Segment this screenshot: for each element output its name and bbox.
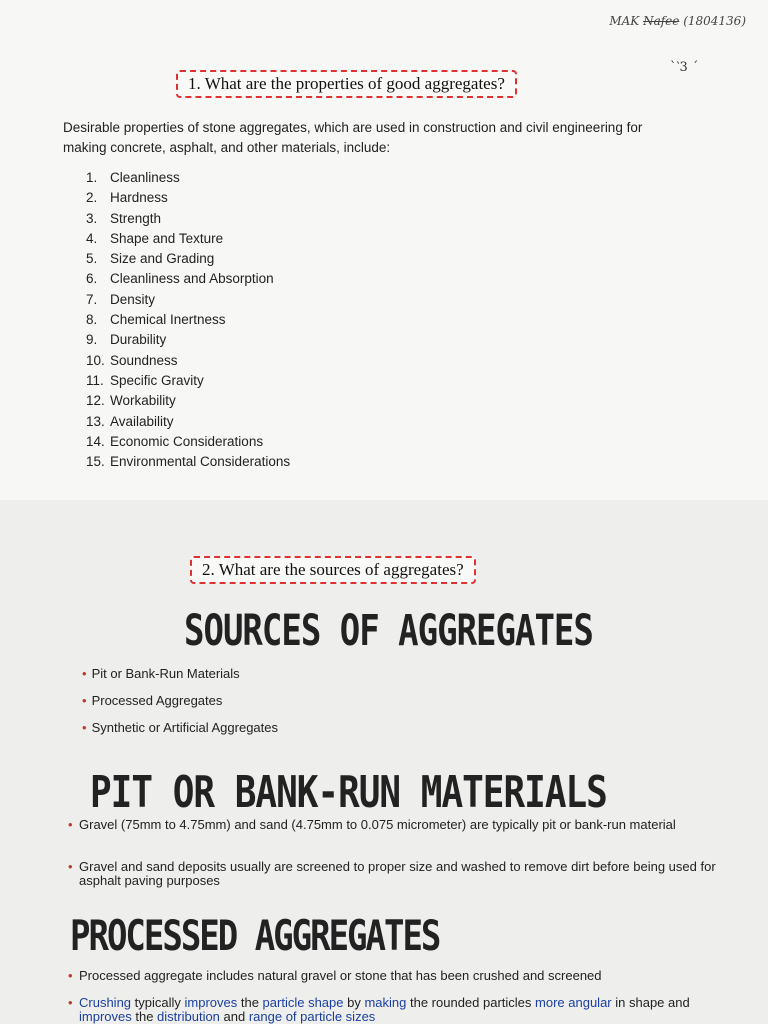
processed-point-crushing: • Crushing typically improves the particle shape by making the rounded particles more angular in shape and improves the distribution and range of particle sizes [68,995,690,1024]
author-signature [609,14,746,28]
pit-heading: PIT OR BANK-RUN MATERIALS [90,768,607,819]
list-item: 6. Cleanliness and Absorption [86,271,274,287]
list-item: 8. Chemical Inertness [86,312,226,328]
bullet-icon: • [68,817,73,832]
properties-intro: Desirable properties of stone aggregates, which are used in construction and civil engineering for making concrete, asphalt, and other materials, include: [63,120,643,155]
bullet-icon: • [68,859,73,874]
bullet-icon: • [68,995,73,1010]
list-item: 10. Soundness [86,352,178,368]
author-prefix: MAK [609,14,644,28]
list-item: 9. Durability [86,332,167,348]
bullet-icon: • [68,968,73,983]
list-item: • Synthetic or Artificial Aggregates [82,720,278,735]
list-item: • Pit or Bank-Run Materials [82,666,240,681]
list-item: 3. Strength [86,210,162,226]
author-struck-name: Nafee [643,14,680,28]
question-2-title: 2. What are the sources of aggregates? [190,556,476,584]
sources-list [82,664,278,745]
sources-heading: SOURCES OF AGGREGATES [184,606,593,656]
question-1-title: 1. What are the properties of good aggregates? [176,70,517,98]
list-item: 12. Workability [86,393,176,409]
list-item: 7. Density [86,291,156,307]
list-item: 5. Size and Grading [86,251,215,267]
list-item: 14. Economic Considerations [86,433,264,449]
list-item: 13. Availability [86,413,174,429]
bullet-icon: • [82,666,87,681]
list-item: 1. Cleanliness [86,170,180,185]
processed-point-definition: • Processed aggregate includes natural gravel or stone that has been crushed and screened [68,968,602,983]
list-item: 15. Environmental Considerations [86,454,291,470]
pit-point-deposits: • Gravel and sand deposits usually are screened to proper size and washed to remove dirt before being used for asphalt paving purposes [68,859,716,888]
list-item: 11. Specific Gravity [86,372,204,388]
list-item: • Processed Aggregates [82,693,223,708]
bullet-icon: • [82,720,87,735]
properties-list [86,168,290,472]
list-item: 2. Hardness [86,190,168,206]
page-number: `‵3 ´ [670,60,699,75]
pit-point-gravel: • Gravel (75mm to 4.75mm) and sand (4.75mm to 0.075 micrometer) are typically pit or bank-run material [68,817,676,832]
list-item: 4. Shape and Texture [86,230,224,246]
bullet-icon: • [82,693,87,708]
author-id: (1804136) [679,14,746,28]
processed-heading: PROCESSED AGGREGATES [70,912,440,961]
